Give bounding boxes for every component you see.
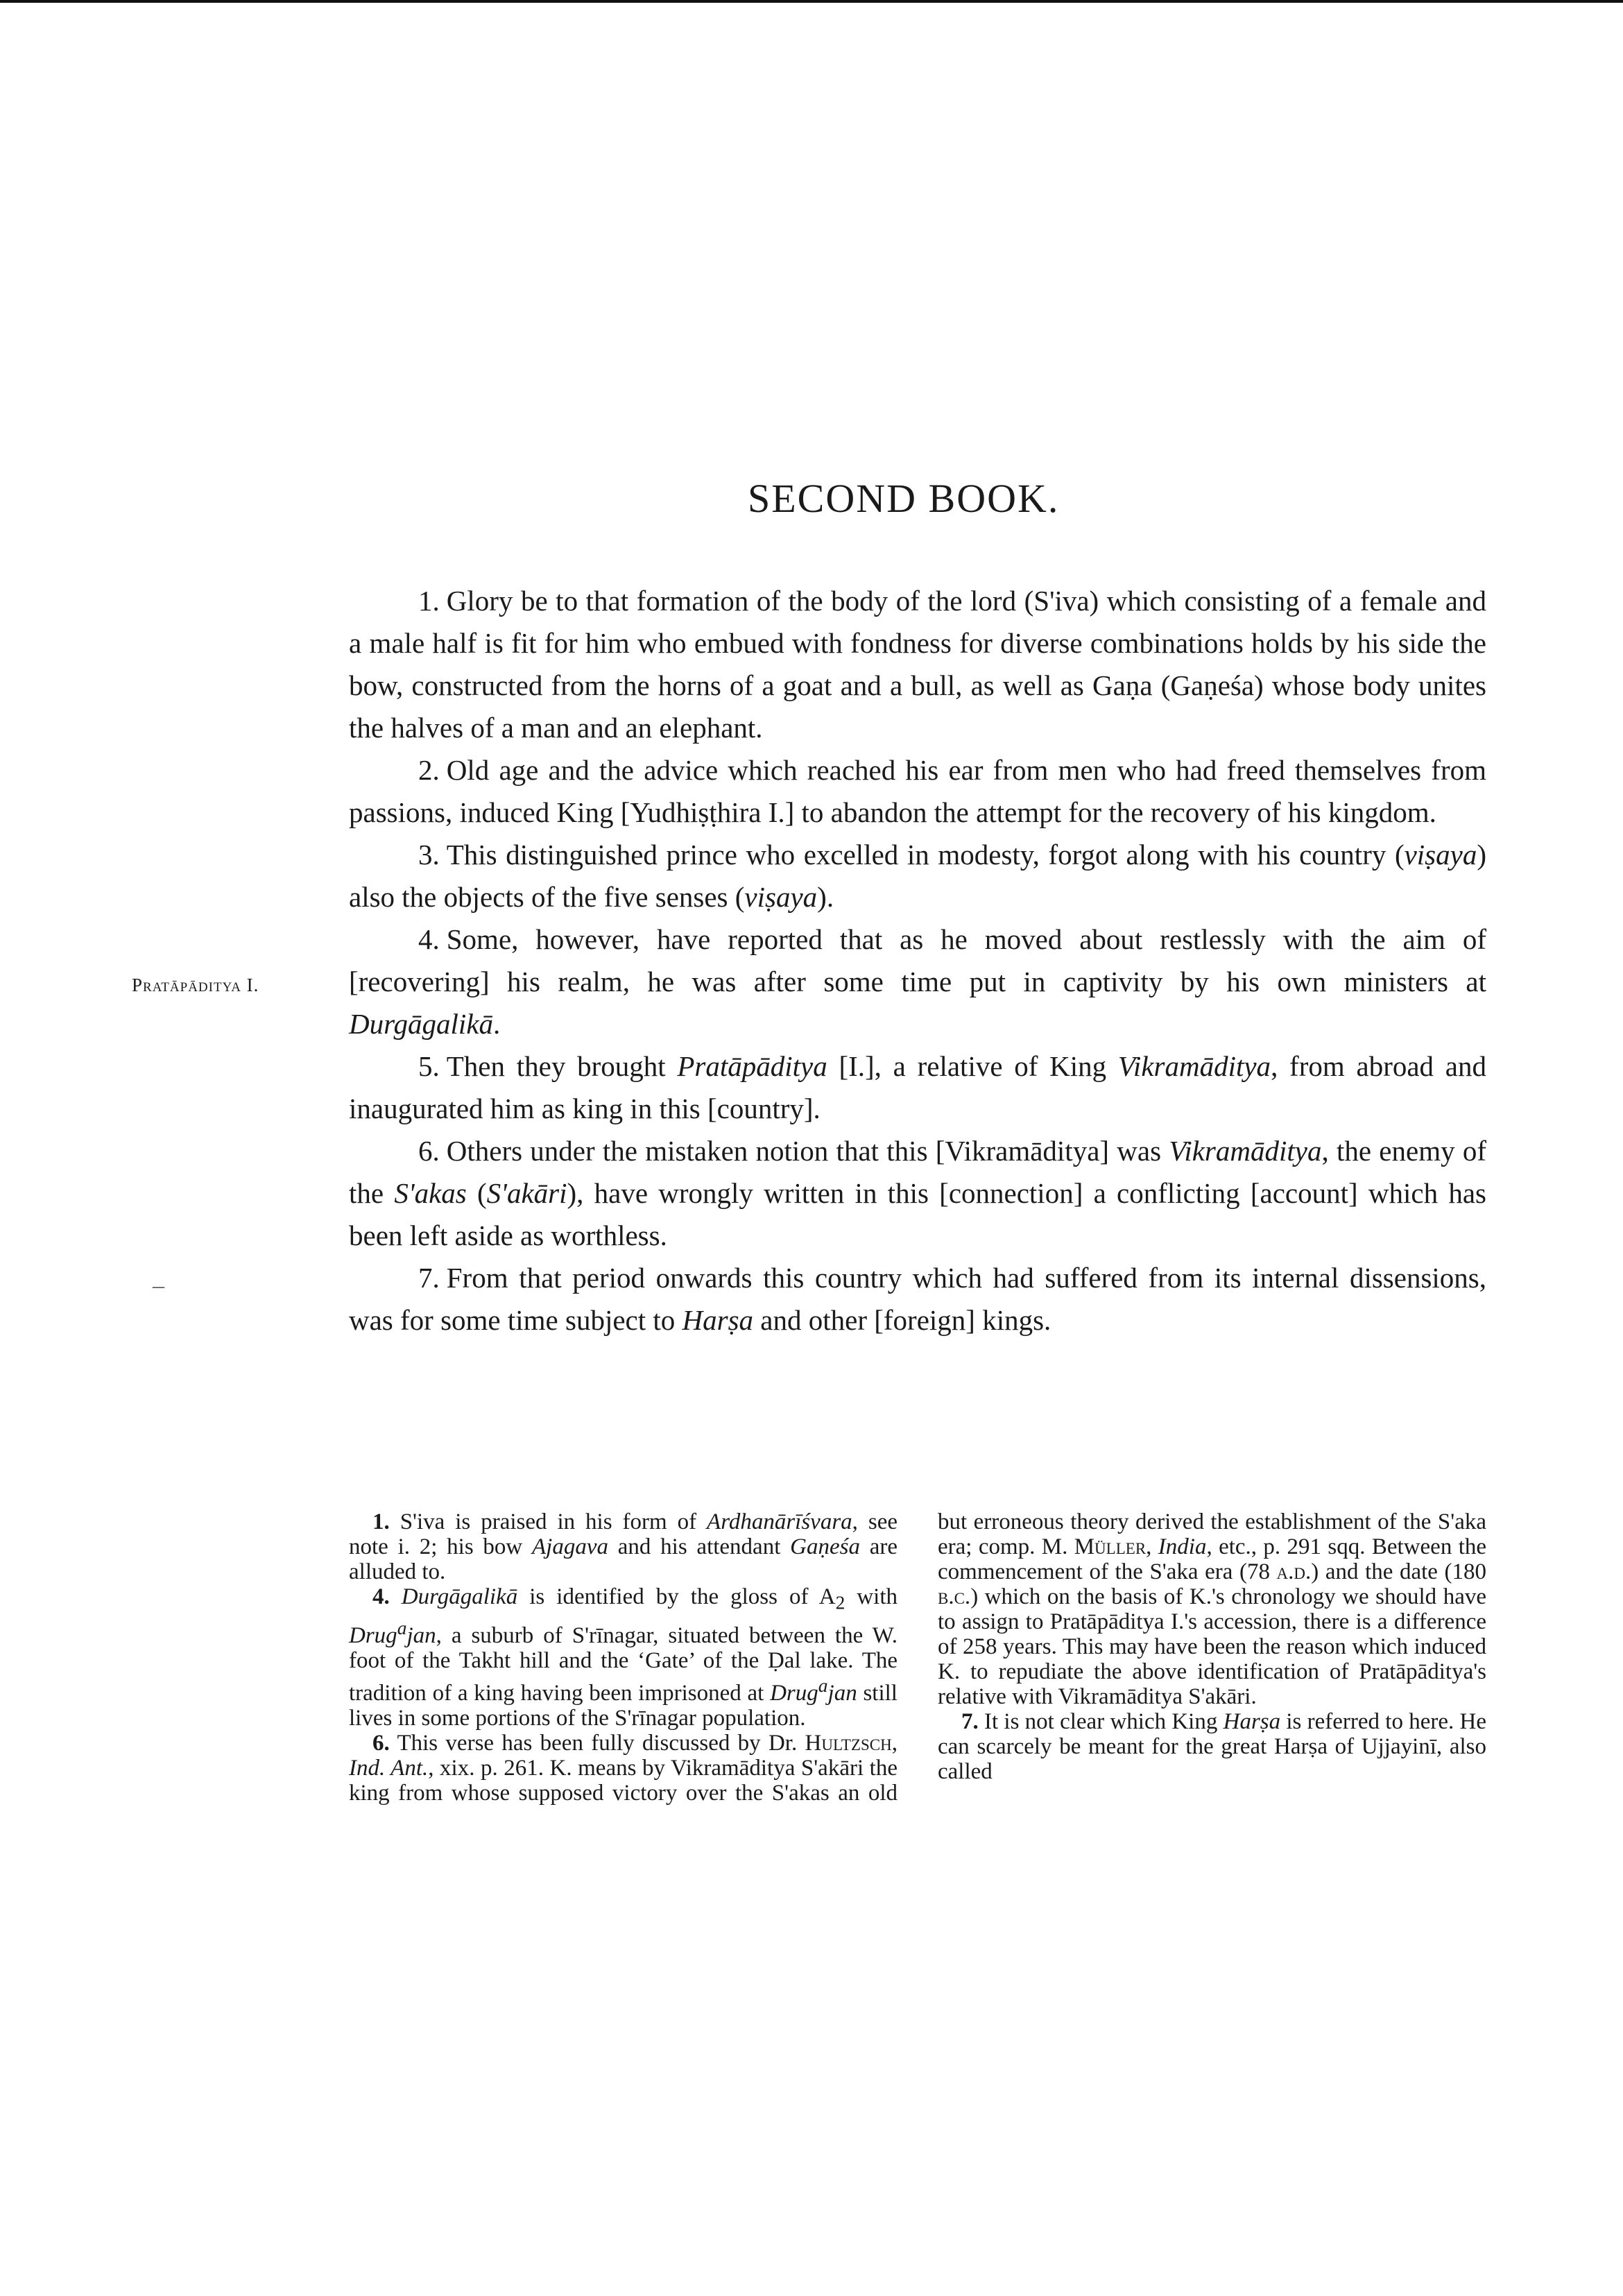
page-top-rule — [0, 0, 1623, 3]
book-title: SECOND BOOK. — [748, 476, 1060, 521]
footnote-text: Durgāgalikā is identified by the gloss of $A_2$ with Drug$^a$jan, a suburb of S'rīnagar, situated between the W. foot of the Takht hill and the ‘Gate’ of the Ḍal lake. The tradition of a king having been imprisoned at Drug$^a$jan still lives in some portions of the S'rīnagar population. — [349, 1584, 898, 1731]
verse-number: 5. — [418, 1050, 440, 1082]
verse-text: Others under the mistaken notion that this [Vikramāditya] was Vikramāditya, the enemy of the S'akas (S'akāri), have wrongly written in this [connection] a conflicting [account] which has been left aside as worthless. — [349, 1135, 1487, 1251]
footnote-number: 7. — [961, 1709, 979, 1734]
margin-note-pratapaditya: Pratāpāditya I. — [132, 975, 259, 995]
verse-paragraph — [349, 1045, 1486, 1130]
verse-paragraph — [349, 749, 1486, 834]
verse-paragraph — [349, 1130, 1486, 1257]
verses-block — [349, 580, 1486, 1342]
footnote-number: 1. — [372, 1509, 390, 1534]
footnote — [349, 1584, 898, 1731]
verse-number: 4. — [418, 923, 440, 955]
footnote-number: 6. — [372, 1730, 390, 1756]
verse-text: Some, however, have reported that as he moved about restlessly with the aim of [recovering] his realm, he was after some time put in captivity by his own ministers at Durgāgalikā. — [349, 923, 1486, 1040]
verse-paragraph — [349, 834, 1486, 918]
footnotes-block — [349, 1509, 1486, 1806]
footnote-text: S'iva is praised in his form of Ardhanārīśvara, see note i. 2; his bow Ajagava and his attendant Gaṇeśa are alluded to. — [349, 1509, 898, 1584]
verse-number: 2. — [418, 754, 440, 786]
verse-paragraph — [349, 580, 1486, 749]
footnote-text: It is not clear which King Harṣa is referred to here. He can scarcely be meant for the great Harṣa of Ujjayinī, also called — [938, 1709, 1486, 1784]
verse-text: Then they brought Pratāpāditya [I.], a relative of King Vikramāditya, from abroad and inaugurated him as king in this [country]. — [349, 1050, 1486, 1124]
verse-number: 3. — [418, 839, 440, 871]
verse-text: Old age and the advice which reached his ear from men who had freed themselves from passions, induced King [Yudhiṣṭhira I.] to abandon the attempt for the recovery of his kingdom. — [349, 754, 1486, 828]
verse-number: 6. — [418, 1135, 440, 1167]
footnote-text: This verse has been fully discussed by Dr. Hultzsch, Ind. Ant., xix. p. 261. K. means by Vikramāditya S'akāri the king from whose supposed victory over the S'akas an old but erroneous theory derived the establishment of the S'aka era; comp. M. Müller, India, etc., p. 291 sqq. Between the commencement of the S'aka era (78 a.d.) and the date (180 b.c.) which on the basis of K.'s chronology we should have to assign to Pratāpāditya I.'s accession, there is a difference of 258 years. This may have been the reason which induced K. to repudiate the above identification of Pratāpāditya's relative with Vikramāditya S'akāri. — [349, 1509, 1487, 1806]
verse-paragraph — [349, 1257, 1486, 1342]
verse-text: From that period onwards this country which had suffered from its internal dissensions, was for some time subject to Harṣa and other [foreign] kings. — [349, 1262, 1486, 1336]
margin-dash: – — [153, 1273, 164, 1299]
verse-text: This distinguished prince who excelled in modesty, forgot along with his country (viṣaya) also the objects of the five senses (viṣaya). — [349, 839, 1486, 913]
verse-text: Glory be to that formation of the body of the lord (S'iva) which consisting of a female and a male half is fit for him who embued with fondness for diverse combinations holds by his side the bow, constructed from the horns of a goat and a bull, as well as Gaṇa (Gaṇeśa) whose body unites the halves of a man and an elephant. — [349, 585, 1486, 744]
verse-number: 1. — [418, 585, 440, 617]
footnote-number: 4. — [372, 1584, 390, 1609]
verse-paragraph — [349, 918, 1486, 1045]
footnote — [349, 1509, 898, 1584]
footnote — [938, 1709, 1486, 1784]
verse-number: 7. — [418, 1262, 440, 1294]
